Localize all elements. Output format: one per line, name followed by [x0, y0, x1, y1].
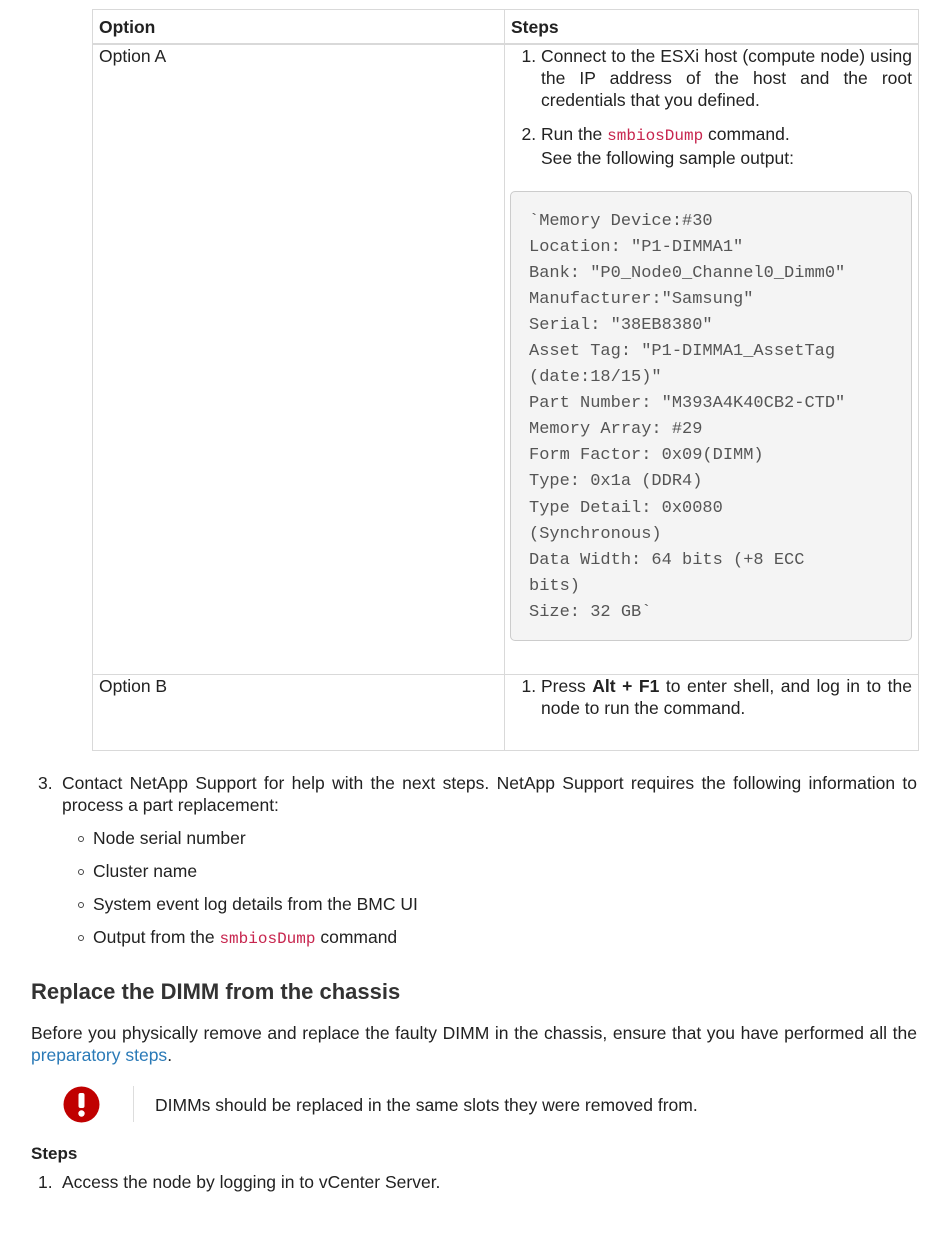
warning-text: DIMMs should be replaced in the same slots they were removed from.: [155, 1095, 698, 1115]
exclamation-circle-icon: [63, 1086, 100, 1123]
code-line: Size: 32 GB`: [529, 602, 652, 622]
code-line: Memory Array: #29: [529, 420, 703, 440]
list-item: System event log details from the BMC UI: [93, 893, 913, 926]
table-row: [93, 675, 919, 751]
warning-divider: [133, 1086, 134, 1122]
option-b-step-list: [511, 675, 912, 719]
smbiosdump-code: smbiosDump: [607, 126, 704, 145]
option-a-step-1: 1. Connect to the ESXi host (compute node) using the IP address of the host and the root credentials that you defined.: [541, 45, 912, 111]
code-line: bits): [529, 576, 581, 596]
option-a-steps: [505, 44, 919, 675]
code-line: Manufacturer:"Samsung": [529, 289, 754, 309]
option-a-step-list: [511, 45, 912, 169]
step-2-line2: See the following sample output:: [541, 147, 794, 168]
table-header-row: [93, 10, 919, 44]
list-item: Cluster name: [93, 860, 913, 893]
option-b-step-1: [541, 675, 912, 719]
code-line: Type Detail: 0x0080: [529, 498, 723, 518]
option-a-step-2: [541, 123, 912, 169]
sample-output-code-block: [510, 191, 912, 642]
step-3-text: Contact NetApp Support for help with the next steps. NetApp Support requires the following information to process a part replacement:: [62, 773, 917, 815]
code-line: Bank: "P0_Node0_Channel0_Dimm0": [529, 263, 846, 283]
bullet4-prefix: Output from the: [93, 927, 220, 947]
list-item: Node serial number: [93, 827, 913, 860]
option-b-label: Option B: [93, 675, 505, 751]
code-line: Form Factor: 0x09(DIMM): [529, 446, 764, 466]
preparatory-steps-link[interactable]: preparatory steps: [31, 1045, 168, 1065]
option-a-label: Option A: [93, 44, 505, 675]
intro-prefix: Before you physically remove and replace the faulty DIMM in the chassis, ensure that you have performed all the: [31, 1023, 917, 1043]
smbiosdump-code: smbiosDump: [219, 930, 316, 948]
bullet4-suffix: command: [315, 927, 398, 947]
section-intro: [31, 1022, 917, 1066]
code-line: Location: "P1-DIMMA1": [529, 237, 744, 257]
option-b-prefix: Press: [541, 676, 593, 696]
step-2-prefix: Run the: [541, 123, 608, 144]
code-line: Part Number: "M393A4K40CB2-CTD": [529, 394, 846, 414]
steps-heading: Steps: [31, 1144, 78, 1163]
table-row: [93, 44, 919, 675]
code-line: Data Width: 64 bits (+8 ECC: [529, 550, 805, 570]
step-2-suffix: command.: [703, 123, 790, 144]
step-3-number: 3.: [38, 773, 53, 793]
code-line: Serial: "38EB8380": [529, 315, 713, 335]
intro-suffix: .: [167, 1045, 173, 1065]
list-item: [93, 926, 913, 959]
alt-f1-keys: Alt + F1: [592, 676, 660, 696]
header-steps: Steps: [505, 10, 919, 44]
header-option: Option: [93, 10, 505, 44]
section-title: Replace the DIMM from the chassis: [31, 979, 401, 1004]
replace-step-1-number: 1.: [38, 1172, 53, 1192]
code-line: (Synchronous): [529, 524, 662, 544]
option-b-steps: [505, 675, 919, 751]
required-info-list: [93, 827, 913, 959]
option-b-suffix: to enter shell, and log in to the node to run the command.: [541, 676, 912, 718]
code-line: (date:18/15)": [529, 368, 662, 388]
code-line: Asset Tag: "P1-DIMMA1_AssetTag: [529, 341, 836, 361]
code-line: Type: 0x1a (DDR4): [529, 472, 703, 492]
code-line: `Memory Device:#30: [529, 211, 713, 231]
options-table: [92, 9, 919, 751]
replace-step-1-text: Access the node by logging in to vCenter Server.: [62, 1172, 441, 1192]
warning-admonition: [63, 1086, 923, 1124]
